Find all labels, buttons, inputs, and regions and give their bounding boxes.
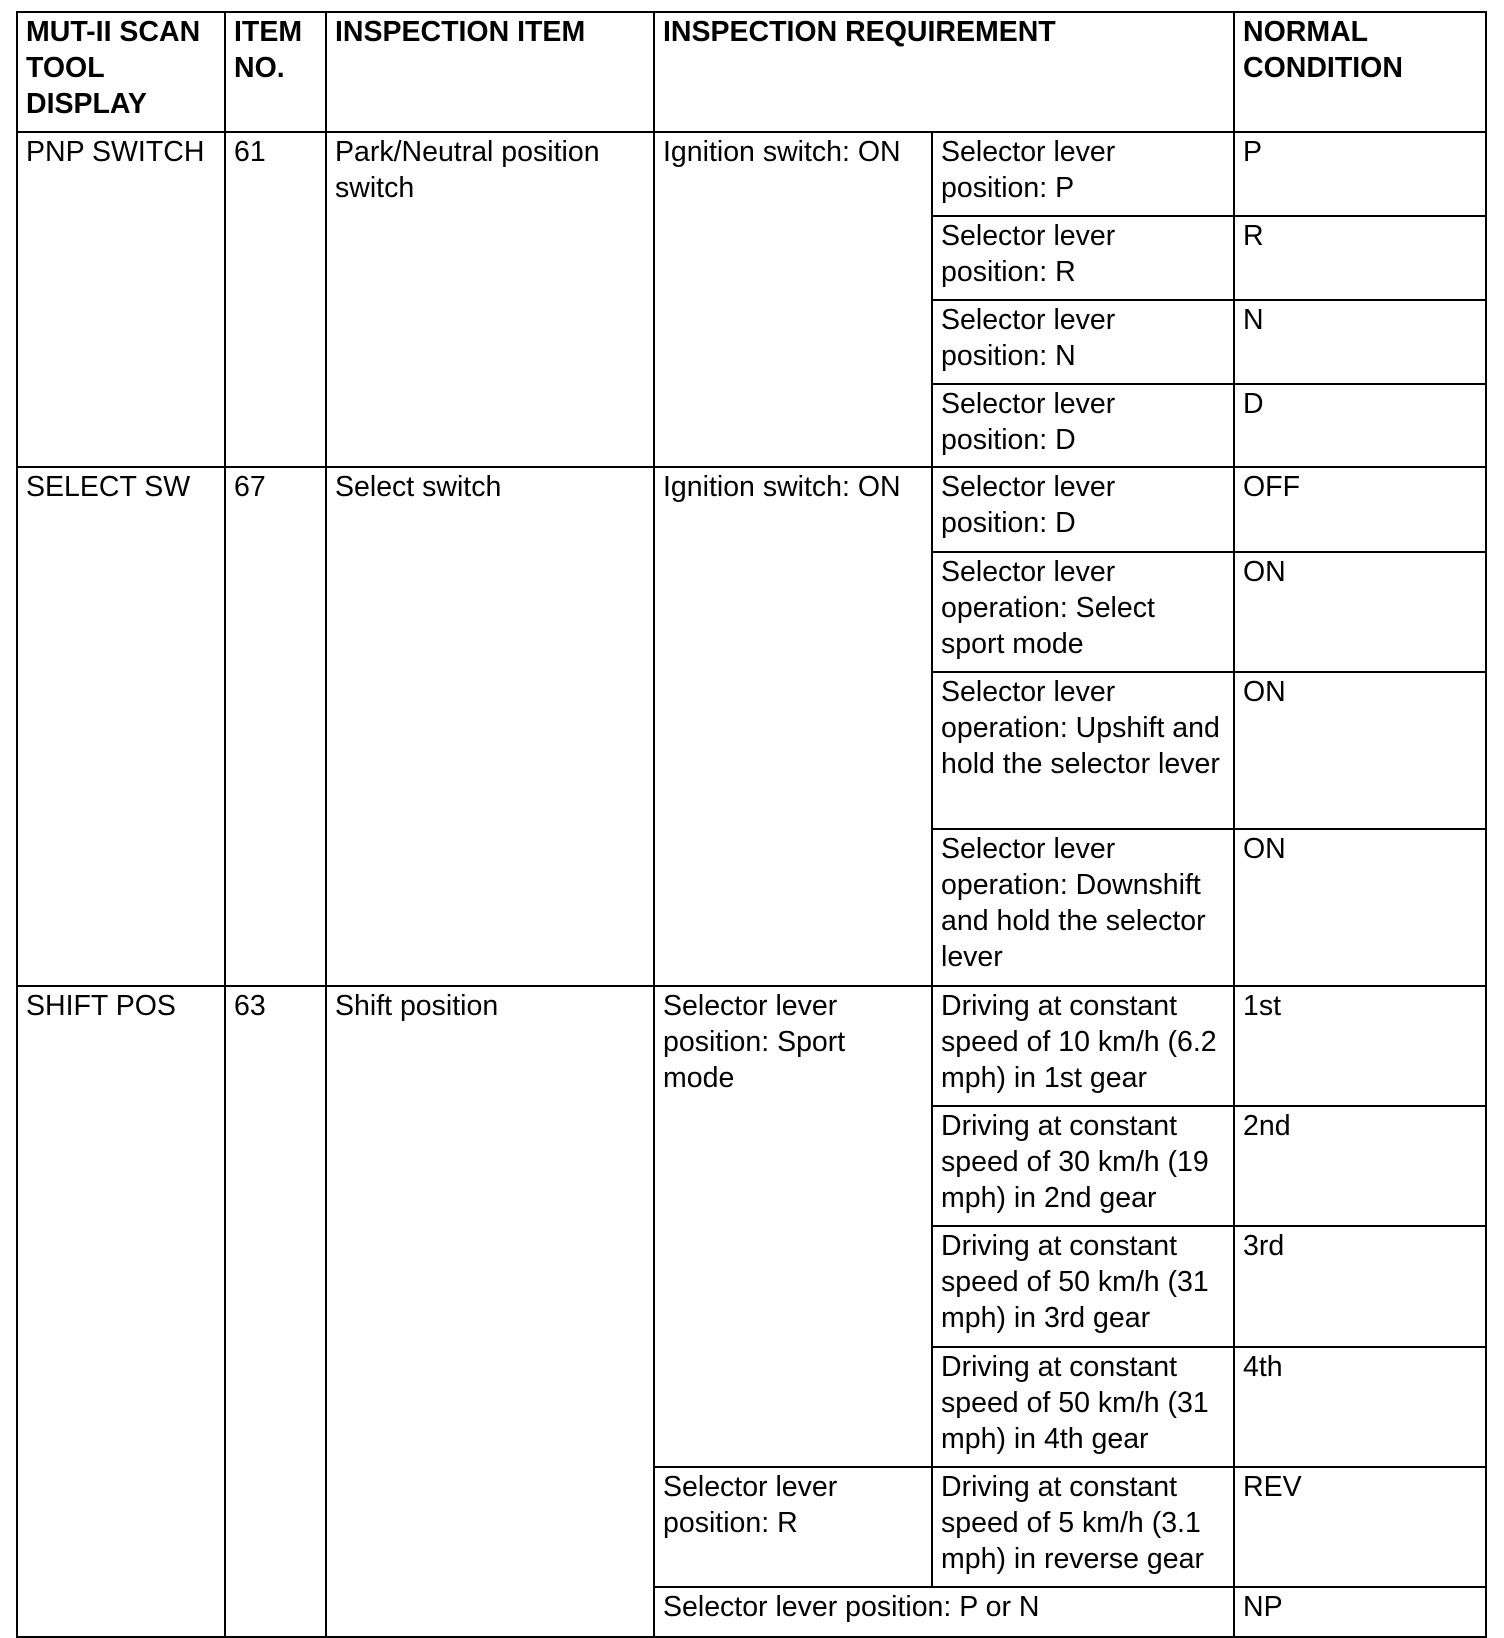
normal-condition-cell: D xyxy=(1234,384,1486,467)
requirement-detail-cell: Selector lever operation: Select sport mode xyxy=(932,552,1234,672)
inspection-item-cell: Select switch xyxy=(326,467,654,986)
table-row xyxy=(17,986,1486,1106)
header-normal-condition: NORMAL CONDITION xyxy=(1234,12,1486,132)
header-inspection-item: INSPECTION ITEM xyxy=(326,12,654,132)
requirement-detail-cell: Driving at constant speed of 30 km/h (19 mph) in 2nd gear xyxy=(932,1106,1234,1226)
table-row xyxy=(17,467,1486,552)
table-body xyxy=(17,132,1486,1637)
normal-condition-cell: P xyxy=(1234,132,1486,216)
normal-condition-cell: OFF xyxy=(1234,467,1486,552)
normal-condition-cell: REV xyxy=(1234,1467,1486,1587)
requirement-condition-cell: Ignition switch: ON xyxy=(654,467,932,986)
table-row xyxy=(17,132,1486,216)
normal-condition-cell: ON xyxy=(1234,672,1486,829)
requirement-detail-cell: Selector lever position: D xyxy=(932,467,1234,552)
header-item-no: ITEM NO. xyxy=(225,12,326,132)
header-row xyxy=(17,12,1486,132)
scan-tool-display-cell: SHIFT POS xyxy=(17,986,225,1637)
inspection-item-cell: Shift position xyxy=(326,986,654,1637)
requirement-detail-cell: Selector lever position: N xyxy=(932,300,1234,384)
item-no-cell: 67 xyxy=(225,467,326,986)
inspection-table xyxy=(16,11,1487,1638)
requirement-condition-cell: Selector lever position: P or N xyxy=(654,1587,1234,1637)
normal-condition-cell: N xyxy=(1234,300,1486,384)
normal-condition-cell: ON xyxy=(1234,552,1486,672)
requirement-detail-cell: Selector lever operation: Upshift and hold the selector lever xyxy=(932,672,1234,829)
requirement-detail-cell: Driving at constant speed of 50 km/h (31 mph) in 4th gear xyxy=(932,1347,1234,1467)
header-inspection-requirement: INSPECTION REQUIREMENT xyxy=(654,12,1234,132)
requirement-detail-cell: Driving at constant speed of 5 km/h (3.1 mph) in reverse gear xyxy=(932,1467,1234,1587)
requirement-detail-cell: Driving at constant speed of 10 km/h (6.2 mph) in 1st gear xyxy=(932,986,1234,1106)
normal-condition-cell: 3rd xyxy=(1234,1226,1486,1347)
normal-condition-cell: 1st xyxy=(1234,986,1486,1106)
item-no-cell: 61 xyxy=(225,132,326,467)
normal-condition-cell: 4th xyxy=(1234,1347,1486,1467)
requirement-condition-cell: Ignition switch: ON xyxy=(654,132,932,467)
normal-condition-cell: R xyxy=(1234,216,1486,300)
requirement-condition-cell: Selector lever position: Sport mode xyxy=(654,986,932,1467)
requirement-detail-cell: Selector lever operation: Downshift and hold the selector lever xyxy=(932,829,1234,986)
scan-tool-display-cell: PNP SWITCH xyxy=(17,132,225,467)
item-no-cell: 63 xyxy=(225,986,326,1637)
requirement-condition-cell: Selector lever position: R xyxy=(654,1467,932,1587)
normal-condition-cell: ON xyxy=(1234,829,1486,986)
requirement-detail-cell: Selector lever position: D xyxy=(932,384,1234,467)
header-scan-tool-display: MUT-II SCAN TOOL DISPLAY xyxy=(17,12,225,132)
requirement-detail-cell: Selector lever position: P xyxy=(932,132,1234,216)
normal-condition-cell: NP xyxy=(1234,1587,1486,1637)
normal-condition-cell: 2nd xyxy=(1234,1106,1486,1226)
requirement-detail-cell: Driving at constant speed of 50 km/h (31 mph) in 3rd gear xyxy=(932,1226,1234,1347)
scan-tool-display-cell: SELECT SW xyxy=(17,467,225,986)
requirement-detail-cell: Selector lever position: R xyxy=(932,216,1234,300)
inspection-item-cell: Park/Neutral position switch xyxy=(326,132,654,467)
